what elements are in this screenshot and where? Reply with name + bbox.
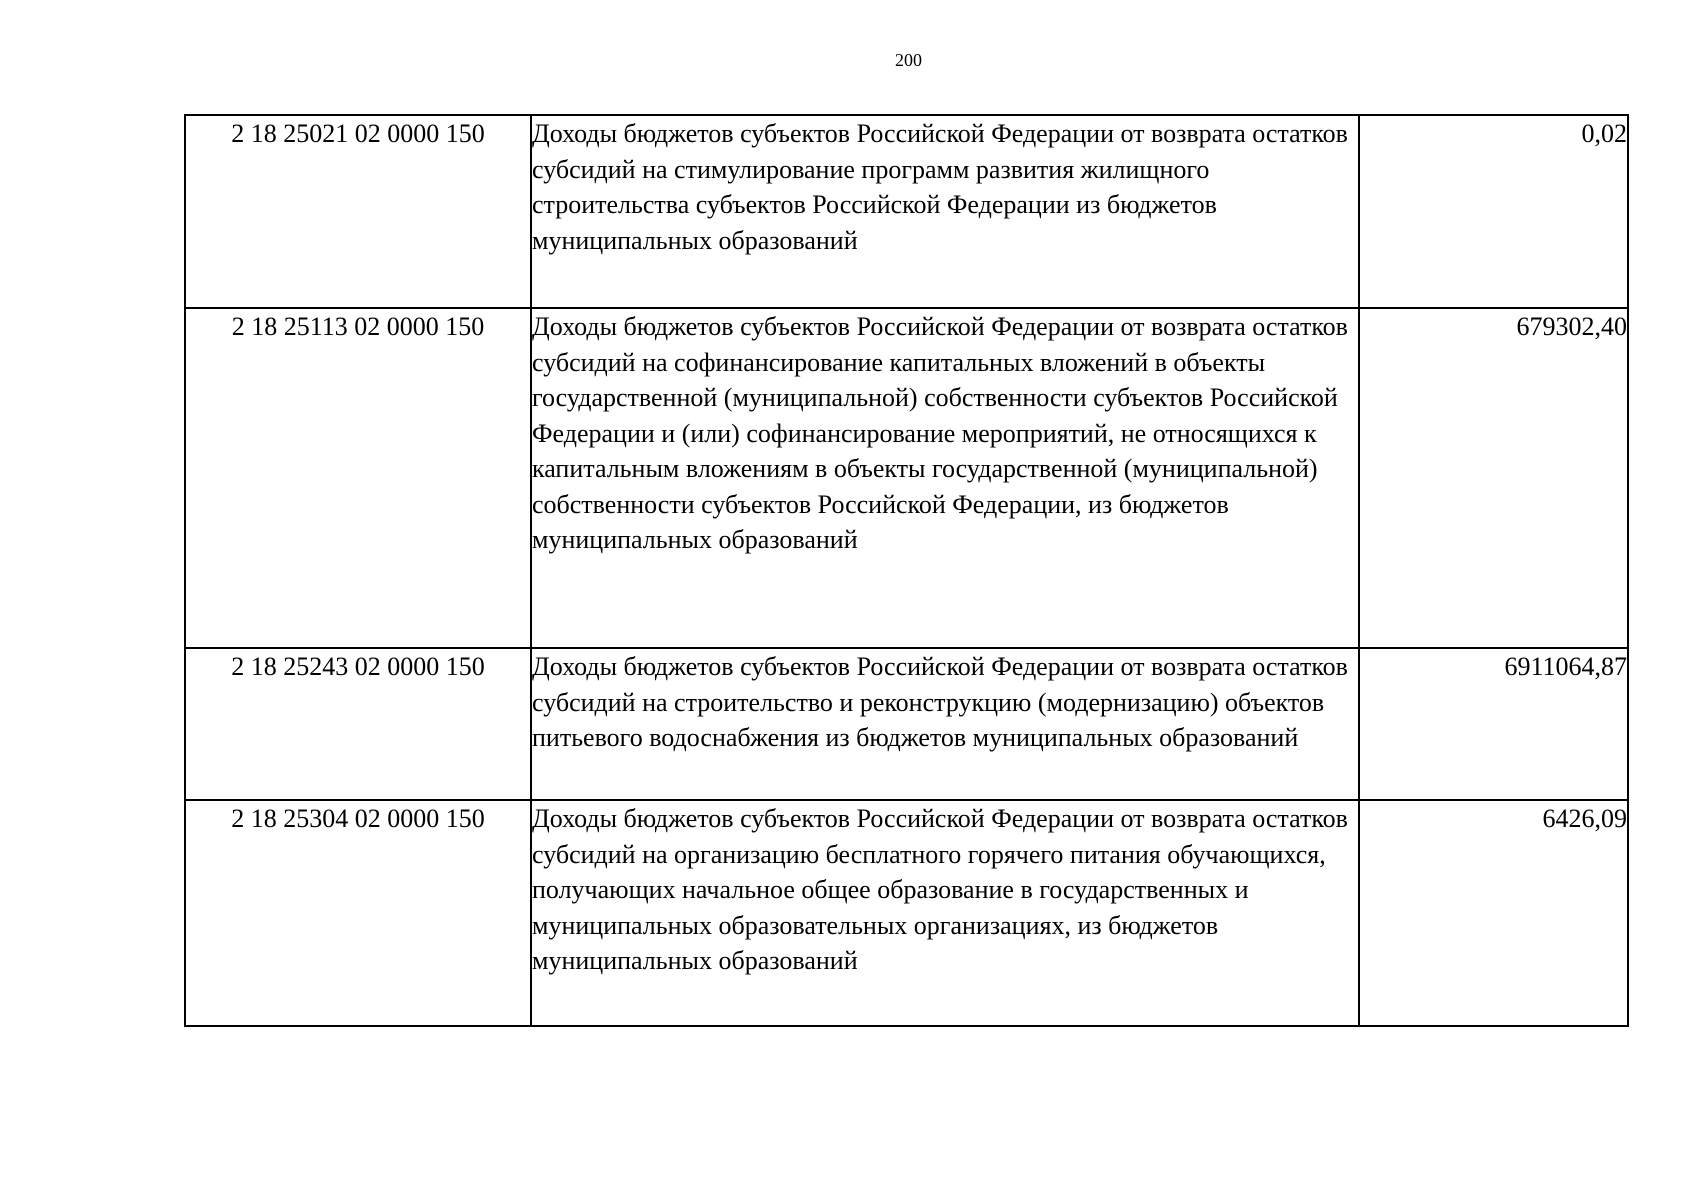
table-row [185,115,1628,308]
budget-code-cell: 2 18 25113 02 0000 150 [185,308,531,648]
amount-cell: 679302,40 [1359,308,1628,648]
description-cell: Доходы бюджетов субъектов Российской Федерации от возврата остатков субсидий на строительство и реконструкцию (модернизацию) объектов питьевого водоснабжения из бюджетов муниципальных образований [531,648,1359,800]
budget-revenue-table [184,114,1629,1027]
table-row [185,308,1628,648]
budget-code-cell: 2 18 25243 02 0000 150 [185,648,531,800]
budget-code-cell: 2 18 25021 02 0000 150 [185,115,531,308]
budget-code-cell: 2 18 25304 02 0000 150 [185,800,531,1026]
page-number: 200 [895,50,922,70]
description-cell: Доходы бюджетов субъектов Российской Федерации от возврата остатков субсидий на стимулирование программ развития жилищного строительства субъектов Российской Федерации из бюджетов муниципальных образований [531,115,1359,308]
amount-cell: 6426,09 [1359,800,1628,1026]
description-cell: Доходы бюджетов субъектов Российской Федерации от возврата остатков субсидий на софинансирование капитальных вложений в объекты государственной (муниципальной) собственности субъектов Российской Федерации и (или) софинансирование мероприятий, не относящихся к капитальным вложениям в объекты государственной (муниципальной) собственности субъектов Российской Федерации, из бюджетов муниципальных образований [531,308,1359,648]
amount-cell: 0,02 [1359,115,1628,308]
table-row [185,800,1628,1026]
amount-cell: 6911064,87 [1359,648,1628,800]
description-cell: Доходы бюджетов субъектов Российской Федерации от возврата остатков субсидий на организацию бесплатного горячего питания обучающихся, получающих начальное общее образование в государственных и муниципальных образовательных организациях, из бюджетов муниципальных образований [531,800,1359,1026]
table-row [185,648,1628,800]
